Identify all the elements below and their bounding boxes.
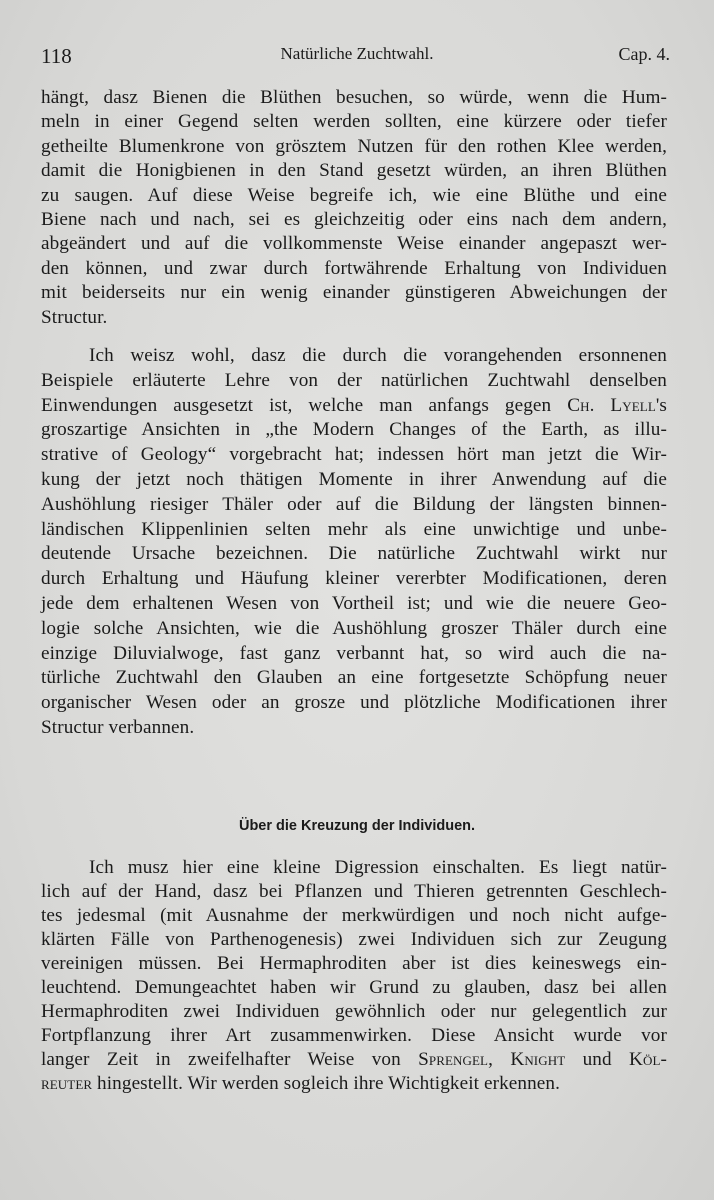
text-segment: ländischen Klippenlinien selten mehr als eine unwichtige und unbe- bbox=[41, 518, 667, 540]
text-segment: zu saugen. Auf diese Weise begreife ich, wie eine Blüthe und eine bbox=[41, 184, 667, 206]
text-segment: durch Erhaltung und Häufung kleiner vererbter Modificationen, deren bbox=[41, 568, 667, 590]
text-line bbox=[41, 880, 667, 904]
text-segment: Structur. bbox=[41, 306, 108, 328]
text-segment: Structur verbannen. bbox=[41, 717, 195, 738]
text-line bbox=[89, 856, 667, 880]
text-line bbox=[41, 1048, 667, 1072]
text-segment: kung der jetzt noch thätigen Momente in ihrer Anwendung auf die bbox=[41, 469, 667, 490]
text-segment: getheilte Blumenkrone von grösztem Nutzen für den rothen Klee werden, bbox=[41, 135, 667, 157]
text-line bbox=[41, 493, 667, 517]
text-line bbox=[41, 306, 667, 330]
text-segment: einzige Diluvialwoge, fast ganz verbannt hat, so wird auch die na- bbox=[41, 642, 667, 664]
small-caps-name: Knight bbox=[510, 1049, 566, 1070]
chapter-label: Cap. 4. bbox=[618, 44, 670, 64]
text-line bbox=[41, 666, 667, 690]
text-segment: deutende Ursache bezeichnen. Die natürliche Zuchtwahl wirkt nur bbox=[41, 543, 667, 565]
text-segment: Fortpflanzung ihrer Art zusammenwirken. Diese Ansicht wurde vor bbox=[41, 1025, 667, 1046]
text-segment: abgeändert und auf die vollkommenste Weise einander angepaszt wer- bbox=[41, 233, 667, 255]
text-line bbox=[41, 518, 667, 542]
running-title: Natürliche Zuchtwahl. bbox=[280, 44, 434, 63]
text-segment: türliche Zuchtwahl den Glauben an eine fortgesetzte Schöpfung neuer bbox=[41, 667, 667, 689]
text-line bbox=[41, 1000, 667, 1024]
text-segment: Ich weisz wohl, dasz die durch die vorangehenden ersonnenen bbox=[89, 345, 667, 366]
text-line bbox=[41, 110, 667, 134]
page-number: 118 bbox=[41, 44, 72, 68]
text-segment: tes jedesmal (mit Ausnahme der merkwürdigen und noch nicht aufge- bbox=[41, 905, 667, 926]
text-line bbox=[41, 418, 667, 442]
text-segment: vereinigen müssen. Bei Hermaphroditen aber ist dies keineswegs ein- bbox=[41, 953, 667, 974]
text-line bbox=[41, 904, 667, 928]
text-line bbox=[41, 1072, 667, 1096]
text-segment: strative of Geology“ vorgebracht hat; indessen hört man jetzt die Wir- bbox=[41, 444, 667, 466]
text-segment: logie solche Ansichten, wie die Aushöhlung groszer Thäler durch eine bbox=[41, 617, 667, 639]
text-line bbox=[41, 184, 667, 208]
text-segment: und bbox=[565, 1049, 630, 1070]
text-segment: jede dem erhaltenen Wesen von Vortheil ist; und wie die neuere Geo- bbox=[41, 593, 667, 614]
text-line bbox=[41, 468, 667, 492]
text-line bbox=[89, 344, 667, 368]
text-segment: leuchtend. Demungeachtet haben wir Grund zu glauben, dasz bei allen bbox=[41, 977, 667, 998]
text-line bbox=[41, 135, 667, 159]
section-heading: Über die Kreuzung der Individuen. bbox=[238, 818, 476, 834]
text-segment: organischer Wesen oder an grosze und plötzliche Modificationen ihrer bbox=[41, 692, 667, 714]
text-segment: damit die Honigbienen in den Stand gesetzt würden, an ihren Blüthen bbox=[41, 160, 667, 182]
text-line bbox=[41, 232, 667, 256]
text-line bbox=[41, 1024, 667, 1048]
small-caps-name: Köl- bbox=[629, 1049, 668, 1070]
text-segment: hingestellt. Wir werden sogleich ihre Wichtigkeit erkennen. bbox=[92, 1073, 560, 1094]
text-line bbox=[41, 976, 667, 1000]
text-line bbox=[41, 208, 667, 232]
text-segment: meln in einer Gegend selten werden sollten, eine kürzere oder tiefer bbox=[41, 111, 667, 133]
small-caps-name: reuter bbox=[41, 1073, 93, 1094]
text-segment: Aushöhlung riesiger Thäler oder auf die Bildung der längsten binnen- bbox=[41, 493, 667, 515]
text-line bbox=[41, 394, 667, 418]
text-line bbox=[41, 369, 667, 393]
text-line bbox=[41, 592, 667, 616]
text-line bbox=[41, 281, 667, 305]
text-line bbox=[41, 691, 667, 715]
text-line bbox=[41, 567, 667, 591]
text-segment: hängt, dasz Bienen die Blüthen besuchen, so würde, wenn die Hum- bbox=[41, 87, 667, 108]
text-line bbox=[41, 542, 667, 566]
text-line bbox=[41, 159, 667, 183]
text-line bbox=[41, 86, 667, 110]
text-line bbox=[41, 617, 667, 641]
text-line bbox=[41, 952, 667, 976]
text-segment: mit beiderseits nur ein wenig einander günstigeren Abweichungen der bbox=[41, 282, 667, 304]
small-caps-name: Ch. Lyell bbox=[567, 394, 656, 416]
small-caps-name: Sprengel bbox=[418, 1049, 489, 1070]
text-segment: langer Zeit in zweifelhafter Weise von bbox=[41, 1049, 419, 1070]
text-line bbox=[41, 443, 667, 467]
text-segment: klärten Fälle von Parthenogenesis) zwei Individuen sich zur Zeugung bbox=[41, 929, 667, 950]
text-segment: Hermaphroditen zwei Individuen gewöhnlich oder nur gelegentlich zur bbox=[41, 1001, 667, 1022]
text-segment: Beispiele erläuterte Lehre von der natürlichen Zuchtwahl denselben bbox=[41, 369, 667, 391]
text-segment: , bbox=[488, 1049, 511, 1070]
text-segment: Biene nach und nach, sei es gleichzeitig oder eins nach dem andern, bbox=[41, 209, 667, 230]
text-segment: Einwendungen ausgesetzt ist, welche man anfangs gegen bbox=[41, 394, 568, 416]
text-line bbox=[41, 257, 667, 281]
text-segment: Ich musz hier eine kleine Digression einschalten. Es liegt natür- bbox=[89, 857, 667, 878]
text-line bbox=[41, 928, 667, 952]
text-line bbox=[41, 716, 667, 740]
text-segment: den können, und zwar durch fortwährende Erhaltung von Individuen bbox=[41, 257, 667, 279]
text-segment: 's bbox=[655, 394, 667, 416]
text-line bbox=[41, 642, 667, 666]
text-segment: lich auf der Hand, dasz bei Pflanzen und Thieren getrennten Geschlech- bbox=[41, 881, 667, 902]
text-segment: groszartige Ansichten in „the Modern Changes of the Earth, as illu- bbox=[41, 419, 667, 441]
